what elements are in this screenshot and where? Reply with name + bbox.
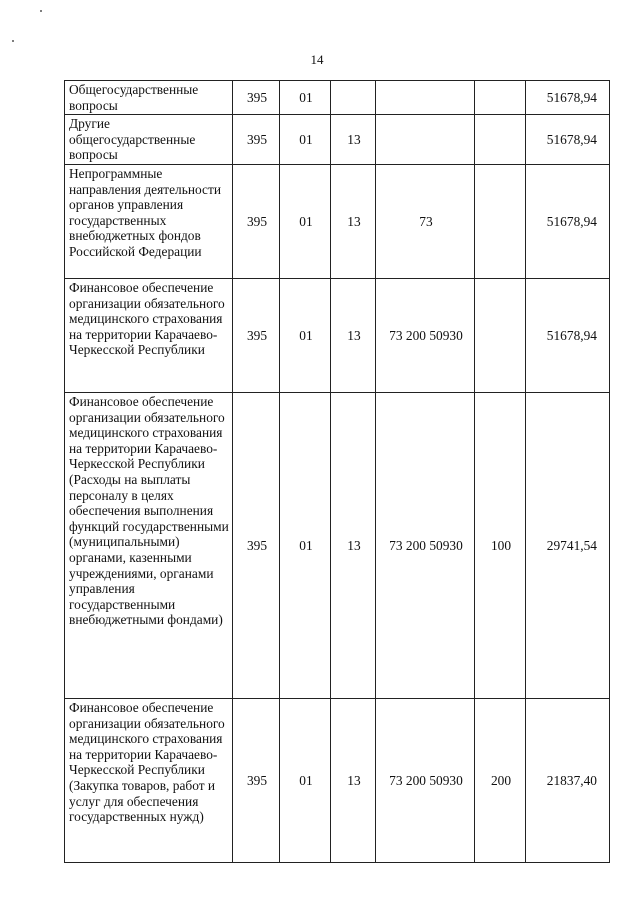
amount-cell: 51678,94 — [526, 81, 610, 115]
budget-table — [64, 80, 610, 863]
amount-cell: 51678,94 — [526, 115, 610, 165]
row-name-cell: Финансовое обеспечение организации обязательного медицинского страхования на территории Карачаево-Черкесской Республики (Расходы на выплаты персоналу в целях обеспечения выполнения функций государственными (муниципальными) органами, казенными учреждениями, органами управления государственными внебюджетными фондами) — [65, 392, 233, 698]
vr-code-cell — [475, 81, 526, 115]
scan-speck — [12, 40, 14, 42]
csr-code-cell — [376, 81, 475, 115]
amount-cell: 29741,54 — [526, 392, 610, 698]
rz-code-cell: 01 — [280, 115, 331, 165]
amount-cell: 21837,40 — [526, 698, 610, 862]
rz-code-cell: 01 — [280, 164, 331, 278]
csr-code-cell: 73 200 50930 — [376, 278, 475, 392]
row-name-cell: Непрограммные направления деятельности органов управления государственных внебюджетных фондов Российской Федерации — [65, 164, 233, 278]
vr-code-cell — [475, 115, 526, 165]
page-number: 14 — [310, 52, 324, 67]
row-name-cell: Общегосударственные вопросы — [65, 81, 233, 115]
csr-code-cell: 73 — [376, 164, 475, 278]
pr-code-cell: 13 — [331, 278, 376, 392]
gr-code-cell: 395 — [233, 115, 280, 165]
table-row — [65, 164, 610, 278]
gr-code-cell: 395 — [233, 278, 280, 392]
pr-code-cell: 13 — [331, 392, 376, 698]
table-row — [65, 698, 610, 862]
rz-code-cell: 01 — [280, 392, 331, 698]
gr-code-cell: 395 — [233, 392, 280, 698]
csr-code-cell: 73 200 50930 — [376, 392, 475, 698]
rz-code-cell: 01 — [280, 698, 331, 862]
amount-cell: 51678,94 — [526, 278, 610, 392]
table-row — [65, 392, 610, 698]
rz-code-cell: 01 — [280, 278, 331, 392]
gr-code-cell: 395 — [233, 698, 280, 862]
gr-code-cell: 395 — [233, 81, 280, 115]
vr-code-cell: 100 — [475, 392, 526, 698]
vr-code-cell — [475, 278, 526, 392]
rz-code-cell: 01 — [280, 81, 331, 115]
pr-code-cell: 13 — [331, 164, 376, 278]
scan-speck — [40, 10, 42, 12]
table-row — [65, 278, 610, 392]
table-row — [65, 81, 610, 115]
csr-code-cell — [376, 115, 475, 165]
amount-cell: 51678,94 — [526, 164, 610, 278]
pr-code-cell — [331, 81, 376, 115]
row-name-cell: Финансовое обеспечение организации обязательного медицинского страхования на территории Карачаево-Черкесской Республики — [65, 278, 233, 392]
csr-code-cell: 73 200 50930 — [376, 698, 475, 862]
pr-code-cell: 13 — [331, 698, 376, 862]
vr-code-cell — [475, 164, 526, 278]
row-name-cell: Другие общегосударственные вопросы — [65, 115, 233, 165]
gr-code-cell: 395 — [233, 164, 280, 278]
table-row — [65, 115, 610, 165]
pr-code-cell: 13 — [331, 115, 376, 165]
vr-code-cell: 200 — [475, 698, 526, 862]
row-name-cell: Финансовое обеспечение организации обязательного медицинского страхования на территории Карачаево-Черкесской Республики (Закупка товаров, работ и услуг для обеспечения государственных нужд) — [65, 698, 233, 862]
